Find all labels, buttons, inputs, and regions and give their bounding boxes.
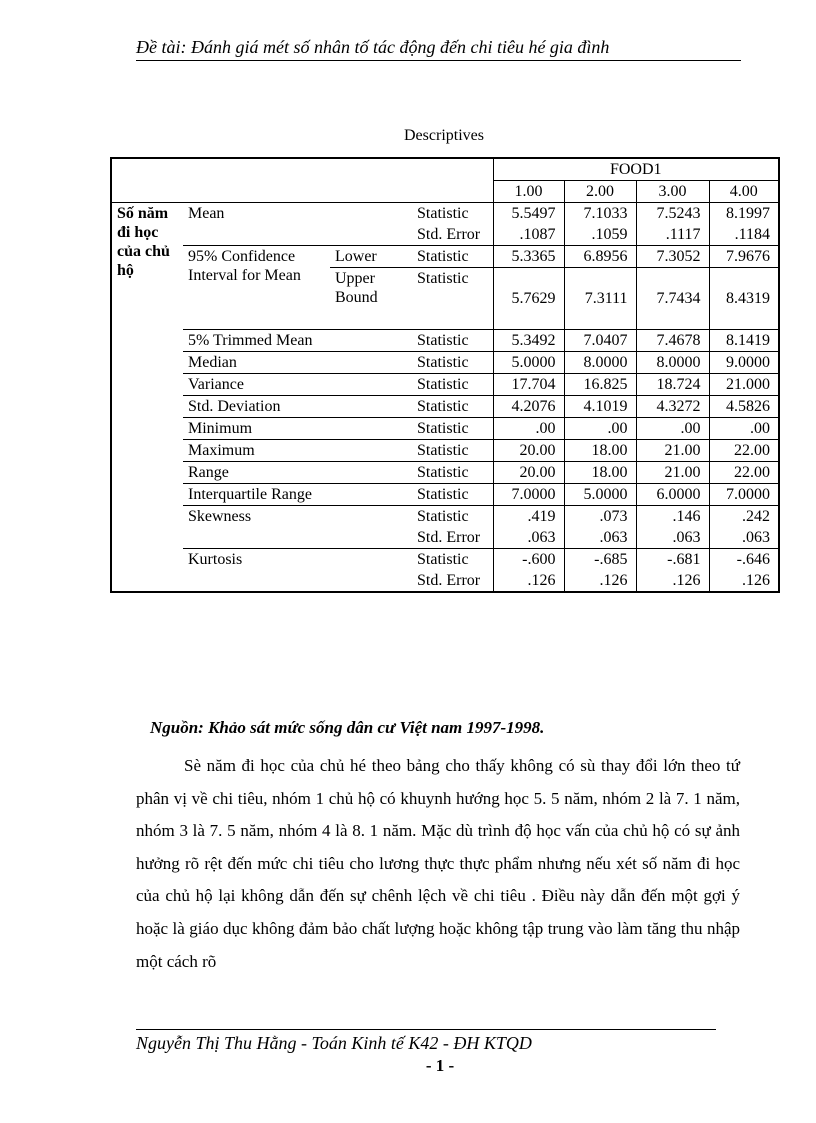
cell-value: 4.2076 <box>493 396 564 418</box>
cell-value: .1087 <box>493 224 564 246</box>
table-row <box>111 330 779 352</box>
cell-value: 21.000 <box>709 374 779 396</box>
cell-value: 8.4319 <box>709 268 779 330</box>
table-row <box>111 396 779 418</box>
row-label: Mean <box>183 203 412 225</box>
cell-value: .00 <box>636 418 709 440</box>
cell-value: 22.00 <box>709 462 779 484</box>
stat-type: Statistic <box>412 203 493 225</box>
cell-value: 4.5826 <box>709 396 779 418</box>
cell-value: .242 <box>709 506 779 528</box>
row-group-label: Số năm đi học của chủ hộ <box>111 203 183 593</box>
table-row-mean <box>111 203 779 225</box>
cell-value: .063 <box>636 527 709 549</box>
stat-type: Statistic <box>412 506 493 528</box>
row-label: Std. Deviation <box>183 396 412 418</box>
row-label-empty <box>183 224 412 246</box>
page-header: Đề tài: Đánh giá mét số nhân tố tác động đến chi tiêu hé gia đình <box>136 36 741 61</box>
header-corner-cell <box>111 158 493 203</box>
cell-value: 9.0000 <box>709 352 779 374</box>
cell-value: 6.0000 <box>636 484 709 506</box>
cell-value: -.600 <box>493 549 564 571</box>
cell-value: 21.00 <box>636 440 709 462</box>
stat-type: Statistic <box>412 462 493 484</box>
stat-type: Statistic <box>412 440 493 462</box>
cell-value: 17.704 <box>493 374 564 396</box>
table-row-kurtosis <box>111 549 779 571</box>
table-row-kurtosis-se <box>111 570 779 592</box>
table-row <box>111 352 779 374</box>
table-row-mean-se <box>111 224 779 246</box>
row-label: Range <box>183 462 412 484</box>
stat-type: Std. Error <box>412 527 493 549</box>
cell-value: 7.5243 <box>636 203 709 225</box>
cell-value: .1117 <box>636 224 709 246</box>
cell-value: 8.1419 <box>709 330 779 352</box>
cell-value: -.685 <box>564 549 636 571</box>
cell-value: .1184 <box>709 224 779 246</box>
row-label: Skewness <box>188 508 252 525</box>
cell-value: 7.4678 <box>636 330 709 352</box>
stat-type: Statistic <box>412 374 493 396</box>
stat-type: Std. Error <box>412 224 493 246</box>
cell-value: 8.1997 <box>709 203 779 225</box>
cell-value: 5.5497 <box>493 203 564 225</box>
cell-value: .146 <box>636 506 709 528</box>
cell-value: 7.0000 <box>709 484 779 506</box>
cell-value: 20.00 <box>493 462 564 484</box>
stat-type: Statistic <box>412 484 493 506</box>
cell-value: .126 <box>709 570 779 592</box>
stat-type: Statistic <box>412 549 493 571</box>
stat-type: Statistic <box>412 352 493 374</box>
row-label: Maximum <box>183 440 412 462</box>
descriptives-table <box>110 157 780 593</box>
cell-value: .073 <box>564 506 636 528</box>
row-label: Kurtosis <box>188 551 243 568</box>
group-header: 1.00 <box>493 181 564 203</box>
cell-value: 7.1033 <box>564 203 636 225</box>
page-footer: Nguyễn Thị Thu Hằng - Toán Kinh tế K42 - ĐH KTQD <box>136 1033 532 1053</box>
stat-type: Std. Error <box>412 570 493 592</box>
cell-value: .00 <box>493 418 564 440</box>
variable-header: FOOD1 <box>493 158 779 181</box>
group-header: 4.00 <box>709 181 779 203</box>
cell-value: 8.0000 <box>636 352 709 374</box>
stat-type: Statistic <box>412 268 493 330</box>
cell-value: 7.3052 <box>636 246 709 268</box>
row-label: 5% Trimmed Mean <box>183 330 412 352</box>
group-header: 2.00 <box>564 181 636 203</box>
cell-value: .126 <box>636 570 709 592</box>
cell-value: 5.0000 <box>564 484 636 506</box>
table-row-skewness <box>111 506 779 528</box>
cell-value: -.646 <box>709 549 779 571</box>
row-label: Variance <box>183 374 412 396</box>
row-label: Interquartile Range <box>183 484 412 506</box>
cell-value: .00 <box>709 418 779 440</box>
cell-value: 5.3492 <box>493 330 564 352</box>
row-label-empty <box>183 527 412 549</box>
cell-value: 7.7434 <box>636 268 709 330</box>
body-paragraph: Sè năm đi học của chủ hé theo bảng cho thấy không có sù thay đổi lớn theo tứ phân vị về chi tiêu, nhóm 1 chủ hộ có khuynh hướng học 5. 5 năm, nhóm 2 là 7. 1 năm, nhóm 3 là 7. 5 năm, nhóm 4 là 8. 1 năm. Mặc dù trình độ học vấn của chủ hộ có sự ảnh hưởng rõ rệt đến mức chi tiêu cho lương thực thực phẩm nhưng nếu xét số năm đi học của chủ hộ lại không dẫn đến sự chênh lệch về chi tiêu . Điều này dẫn đến một gợi ý hoặc là giáo dục không đảm bảo chất lượng hoặc không tập trung vào làm tăng thu nhập một cách rõ <box>136 756 740 971</box>
cell-value: 18.00 <box>564 440 636 462</box>
table-row <box>111 462 779 484</box>
cell-value: .063 <box>493 527 564 549</box>
cell-value: 8.0000 <box>564 352 636 374</box>
cell-value: .419 <box>493 506 564 528</box>
table-row-skewness-se <box>111 527 779 549</box>
cell-value: 7.0407 <box>564 330 636 352</box>
cell-value: 22.00 <box>709 440 779 462</box>
table-title: Descriptives <box>404 127 484 144</box>
cell-value: 20.00 <box>493 440 564 462</box>
cell-value: 6.8956 <box>564 246 636 268</box>
cell-value: .126 <box>493 570 564 592</box>
cell-value: .00 <box>564 418 636 440</box>
bound-label: Upper Bound <box>330 268 412 330</box>
cell-value: 4.3272 <box>636 396 709 418</box>
cell-value: .063 <box>564 527 636 549</box>
cell-value: 16.825 <box>564 374 636 396</box>
header-row-variable <box>111 158 779 181</box>
cell-value: 7.9676 <box>709 246 779 268</box>
bound-label: Lower <box>330 246 412 268</box>
row-label: 95% Confidence Interval for Mean <box>183 246 330 330</box>
table-row <box>111 484 779 506</box>
cell-value: 7.3111 <box>564 268 636 330</box>
group-header: 3.00 <box>636 181 709 203</box>
cell-value: 5.7629 <box>493 268 564 330</box>
cell-value: 18.00 <box>564 462 636 484</box>
cell-value: -.681 <box>636 549 709 571</box>
cell-value: 7.0000 <box>493 484 564 506</box>
stat-type: Statistic <box>412 330 493 352</box>
stat-type: Statistic <box>412 396 493 418</box>
cell-value: .126 <box>564 570 636 592</box>
body-paragraph-block <box>136 750 740 978</box>
cell-value: .1059 <box>564 224 636 246</box>
page-number: - 1 - <box>425 1056 455 1075</box>
footer-divider <box>136 1029 716 1030</box>
table-row <box>111 374 779 396</box>
stat-type: Statistic <box>412 418 493 440</box>
row-label-empty <box>183 570 412 592</box>
cell-value: 5.3365 <box>493 246 564 268</box>
cell-value: 5.0000 <box>493 352 564 374</box>
table-row-ci-lower <box>111 246 779 268</box>
row-label: Median <box>183 352 412 374</box>
source-note: Nguồn: Khảo sát mức sống dân cư Việt nam 1997-1998. <box>150 718 545 737</box>
cell-value: 18.724 <box>636 374 709 396</box>
table-row <box>111 440 779 462</box>
stat-type: Statistic <box>412 246 493 268</box>
row-label: Minimum <box>183 418 412 440</box>
cell-value: 21.00 <box>636 462 709 484</box>
table-row <box>111 418 779 440</box>
cell-value: 4.1019 <box>564 396 636 418</box>
cell-value: .063 <box>709 527 779 549</box>
